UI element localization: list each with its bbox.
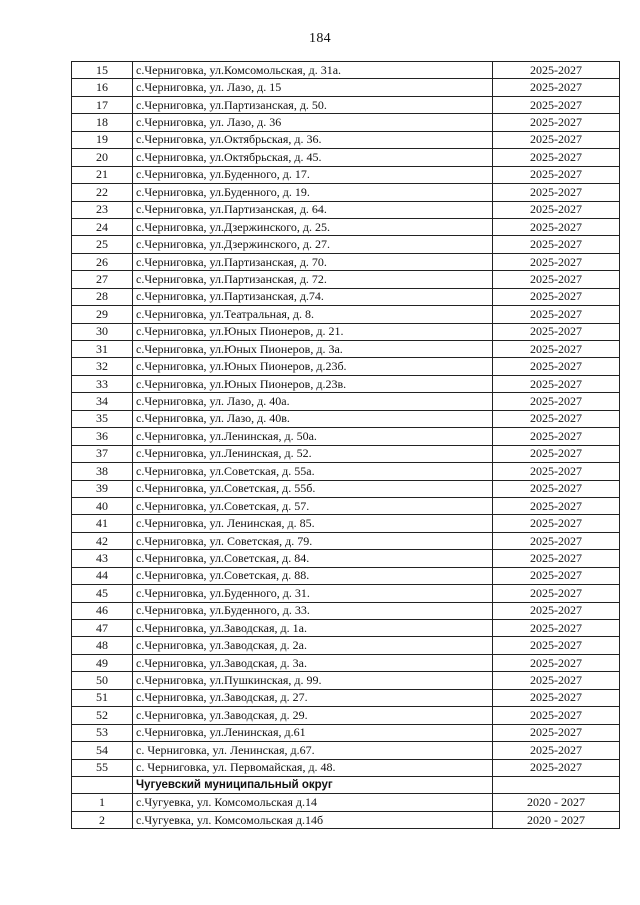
- table-row: [72, 567, 620, 584]
- row-address: с.Черниговка, ул. Лазо, д. 36: [133, 114, 493, 131]
- table-row: [72, 602, 620, 619]
- row-address: с.Черниговка, ул. Лазо, д. 40в.: [133, 410, 493, 427]
- table-row: [72, 271, 620, 288]
- table-row: [72, 428, 620, 445]
- table-row: [72, 236, 620, 253]
- row-period: 2025-2027: [493, 62, 620, 79]
- row-number: 38: [72, 463, 133, 480]
- section-period-cell: [493, 776, 620, 793]
- row-number: 28: [72, 288, 133, 305]
- row-number: 53: [72, 724, 133, 741]
- row-number: 45: [72, 585, 133, 602]
- row-period: 2020 - 2027: [493, 811, 620, 828]
- row-address: с.Черниговка, ул. Лазо, д. 40а.: [133, 393, 493, 410]
- section-body: [72, 794, 620, 829]
- table-row: [72, 96, 620, 113]
- row-period: 2025-2027: [493, 393, 620, 410]
- row-address: с.Черниговка, ул.Ленинская, д.61: [133, 724, 493, 741]
- row-period: 2025-2027: [493, 497, 620, 514]
- table-row: [72, 218, 620, 235]
- row-number: 27: [72, 271, 133, 288]
- row-address: с.Черниговка, ул.Октябрьская, д. 45.: [133, 149, 493, 166]
- table-row: [72, 306, 620, 323]
- row-number: 46: [72, 602, 133, 619]
- row-period: 2025-2027: [493, 149, 620, 166]
- row-number: 43: [72, 550, 133, 567]
- table-row: [72, 114, 620, 131]
- row-address: с.Черниговка, ул.Заводская, д. 3а.: [133, 654, 493, 671]
- row-address: с.Черниговка, ул. Лазо, д. 15: [133, 79, 493, 96]
- row-period: 2025-2027: [493, 114, 620, 131]
- row-number: 39: [72, 480, 133, 497]
- table-row: [72, 515, 620, 532]
- row-address: с.Черниговка, ул.Дзержинского, д. 27.: [133, 236, 493, 253]
- section-title: Чугуевский муниципальный округ: [133, 776, 493, 793]
- table-row: [72, 811, 620, 828]
- row-address: с.Черниговка, ул.Советская, д. 88.: [133, 567, 493, 584]
- row-period: 2025-2027: [493, 375, 620, 392]
- row-number: 2: [72, 811, 133, 828]
- row-period: 2025-2027: [493, 323, 620, 340]
- row-period: 2025-2027: [493, 166, 620, 183]
- row-address: с.Черниговка, ул. Ленинская, д. 85.: [133, 515, 493, 532]
- table-row: [72, 166, 620, 183]
- table-row: [72, 323, 620, 340]
- row-number: 42: [72, 532, 133, 549]
- row-number: 25: [72, 236, 133, 253]
- row-address: с.Черниговка, ул.Ленинская, д. 52.: [133, 445, 493, 462]
- row-address: с.Черниговка, ул. Советская, д. 79.: [133, 532, 493, 549]
- row-address: с.Черниговка, ул.Юных Пионеров, д.23б.: [133, 358, 493, 375]
- row-number: 40: [72, 497, 133, 514]
- table-row: [72, 253, 620, 270]
- row-number: 20: [72, 149, 133, 166]
- row-period: 2025-2027: [493, 620, 620, 637]
- row-period: 2025-2027: [493, 288, 620, 305]
- row-address: с.Чугуевка, ул. Комсомольская д.14б: [133, 811, 493, 828]
- row-address: с.Черниговка, ул.Октябрьская, д. 36.: [133, 131, 493, 148]
- row-address: с.Черниговка, ул.Юных Пионеров, д. 3а.: [133, 341, 493, 358]
- row-period: 2025-2027: [493, 637, 620, 654]
- table-row: [72, 794, 620, 811]
- table-row: [72, 654, 620, 671]
- row-period: 2025-2027: [493, 759, 620, 776]
- row-address: с.Черниговка, ул.Юных Пионеров, д.23в.: [133, 375, 493, 392]
- row-period: 2025-2027: [493, 358, 620, 375]
- table-row: [72, 131, 620, 148]
- row-number: 21: [72, 166, 133, 183]
- row-address: с.Черниговка, ул.Партизанская, д. 64.: [133, 201, 493, 218]
- row-period: 2025-2027: [493, 79, 620, 96]
- row-address: с.Черниговка, ул.Заводская, д. 27.: [133, 689, 493, 706]
- row-number: 29: [72, 306, 133, 323]
- table-row: [72, 184, 620, 201]
- address-schedule-table: [71, 61, 620, 829]
- row-period: 2025-2027: [493, 271, 620, 288]
- row-period: 2025-2027: [493, 672, 620, 689]
- table-row: [72, 742, 620, 759]
- row-address: с.Черниговка, ул.Советская, д. 55а.: [133, 463, 493, 480]
- section-header-row: [72, 776, 620, 793]
- table-row: [72, 724, 620, 741]
- row-address: с.Черниговка, ул.Комсомольская, д. 31а.: [133, 62, 493, 79]
- row-period: 2025-2027: [493, 550, 620, 567]
- table-row: [72, 62, 620, 79]
- row-period: 2025-2027: [493, 184, 620, 201]
- row-address: с.Черниговка, ул.Партизанская, д. 50.: [133, 96, 493, 113]
- table-row: [72, 707, 620, 724]
- row-address: с. Черниговка, ул. Ленинская, д.67.: [133, 742, 493, 759]
- row-period: 2025-2027: [493, 428, 620, 445]
- table-body: [72, 62, 620, 777]
- table-row: [72, 689, 620, 706]
- table-row: [72, 375, 620, 392]
- row-period: 2025-2027: [493, 218, 620, 235]
- table-row: [72, 497, 620, 514]
- table-row: [72, 463, 620, 480]
- row-period: 2025-2027: [493, 236, 620, 253]
- row-number: 34: [72, 393, 133, 410]
- row-number: 22: [72, 184, 133, 201]
- row-period: 2025-2027: [493, 201, 620, 218]
- row-period: 2025-2027: [493, 306, 620, 323]
- row-period: 2025-2027: [493, 445, 620, 462]
- row-address: с. Черниговка, ул. Первомайская, д. 48.: [133, 759, 493, 776]
- row-address: с.Черниговка, ул.Партизанская, д. 72.: [133, 271, 493, 288]
- row-period: 2025-2027: [493, 253, 620, 270]
- section-header-body: [72, 776, 620, 793]
- row-address: с.Черниговка, ул.Заводская, д. 1а.: [133, 620, 493, 637]
- table-row: [72, 358, 620, 375]
- row-number: 26: [72, 253, 133, 270]
- table-row: [72, 532, 620, 549]
- row-number: 47: [72, 620, 133, 637]
- row-address: с.Черниговка, ул.Буденного, д. 19.: [133, 184, 493, 201]
- row-address: с.Черниговка, ул.Юных Пионеров, д. 21.: [133, 323, 493, 340]
- table-row: [72, 445, 620, 462]
- row-number: 30: [72, 323, 133, 340]
- table-row: [72, 149, 620, 166]
- row-number: 52: [72, 707, 133, 724]
- row-number: 51: [72, 689, 133, 706]
- row-number: 18: [72, 114, 133, 131]
- row-address: с.Черниговка, ул.Театральная, д. 8.: [133, 306, 493, 323]
- row-number: 16: [72, 79, 133, 96]
- row-number: 31: [72, 341, 133, 358]
- table-row: [72, 341, 620, 358]
- row-number: 1: [72, 794, 133, 811]
- row-period: 2025-2027: [493, 585, 620, 602]
- table-row: [72, 410, 620, 427]
- row-address: с.Черниговка, ул.Буденного, д. 31.: [133, 585, 493, 602]
- row-number: 32: [72, 358, 133, 375]
- row-number: 35: [72, 410, 133, 427]
- table-row: [72, 620, 620, 637]
- row-number: 55: [72, 759, 133, 776]
- section-num-cell: [72, 776, 133, 793]
- row-period: 2020 - 2027: [493, 794, 620, 811]
- row-address: с.Чугуевка, ул. Комсомольская д.14: [133, 794, 493, 811]
- row-number: 48: [72, 637, 133, 654]
- table-row: [72, 480, 620, 497]
- table-row: [72, 550, 620, 567]
- table-row: [72, 759, 620, 776]
- row-number: 33: [72, 375, 133, 392]
- row-period: 2025-2027: [493, 532, 620, 549]
- row-address: с.Черниговка, ул.Советская, д. 84.: [133, 550, 493, 567]
- row-number: 15: [72, 62, 133, 79]
- row-number: 50: [72, 672, 133, 689]
- row-address: с.Черниговка, ул.Заводская, д. 29.: [133, 707, 493, 724]
- row-number: 17: [72, 96, 133, 113]
- table-row: [72, 201, 620, 218]
- row-number: 19: [72, 131, 133, 148]
- row-period: 2025-2027: [493, 515, 620, 532]
- row-address: с.Черниговка, ул.Дзержинского, д. 25.: [133, 218, 493, 235]
- row-number: 41: [72, 515, 133, 532]
- row-address: с.Черниговка, ул.Ленинская, д. 50а.: [133, 428, 493, 445]
- table-row: [72, 79, 620, 96]
- row-period: 2025-2027: [493, 131, 620, 148]
- page-number: 184: [309, 31, 331, 46]
- row-period: 2025-2027: [493, 742, 620, 759]
- row-address: с.Черниговка, ул.Партизанская, д.74.: [133, 288, 493, 305]
- row-address: с.Черниговка, ул.Буденного, д. 33.: [133, 602, 493, 619]
- row-address: с.Черниговка, ул.Заводская, д. 2а.: [133, 637, 493, 654]
- row-address: с.Черниговка, ул.Партизанская, д. 70.: [133, 253, 493, 270]
- row-period: 2025-2027: [493, 463, 620, 480]
- row-period: 2025-2027: [493, 707, 620, 724]
- row-number: 49: [72, 654, 133, 671]
- row-address: с.Черниговка, ул.Советская, д. 55б.: [133, 480, 493, 497]
- row-number: 54: [72, 742, 133, 759]
- row-address: с.Черниговка, ул.Советская, д. 57.: [133, 497, 493, 514]
- table-row: [72, 672, 620, 689]
- row-number: 37: [72, 445, 133, 462]
- row-number: 44: [72, 567, 133, 584]
- row-period: 2025-2027: [493, 96, 620, 113]
- row-period: 2025-2027: [493, 689, 620, 706]
- table-row: [72, 393, 620, 410]
- row-address: с.Черниговка, ул.Буденного, д. 17.: [133, 166, 493, 183]
- row-period: 2025-2027: [493, 410, 620, 427]
- row-number: 23: [72, 201, 133, 218]
- row-period: 2025-2027: [493, 341, 620, 358]
- table-row: [72, 637, 620, 654]
- table-row: [72, 288, 620, 305]
- row-period: 2025-2027: [493, 654, 620, 671]
- row-period: 2025-2027: [493, 567, 620, 584]
- row-number: 36: [72, 428, 133, 445]
- row-period: 2025-2027: [493, 480, 620, 497]
- row-period: 2025-2027: [493, 602, 620, 619]
- row-period: 2025-2027: [493, 724, 620, 741]
- table-row: [72, 585, 620, 602]
- row-address: с.Черниговка, ул.Пушкинская, д. 99.: [133, 672, 493, 689]
- row-number: 24: [72, 218, 133, 235]
